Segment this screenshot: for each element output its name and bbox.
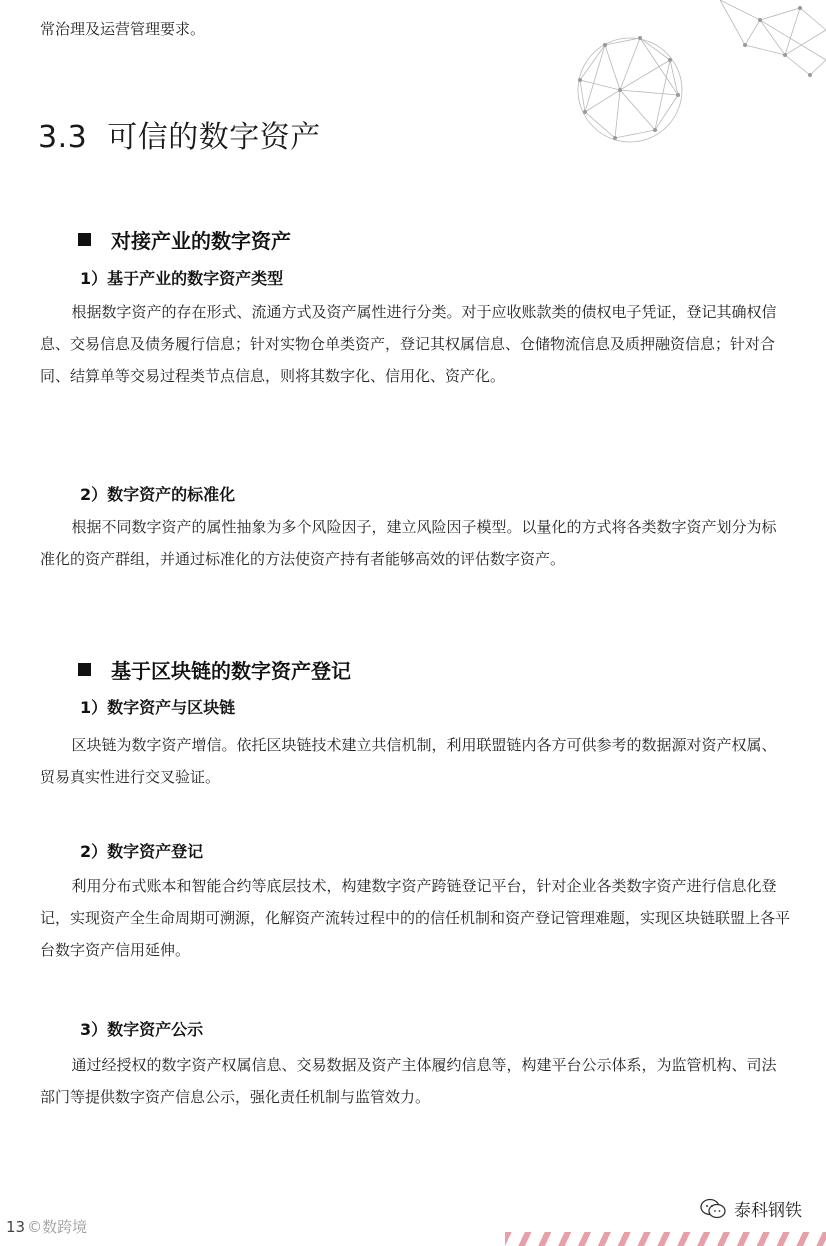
section-number: 3.3 <box>38 120 88 155</box>
paragraph: 根据数字资产的存在形式、流通方式及资产属性进行分类。对于应收账款类的债权电子凭证，登记其确权信息、交易信息及债务履行信息；针对实物仓单类资产，登记其权属信息、仓储物流信息及质押融资信息；针对合同、结算单等交易过程类节点信息，则将其数字化、信用化、资产化。 <box>40 303 777 385</box>
watermark-brand: ©数跨境 <box>27 1218 88 1236</box>
square-bullet-icon <box>78 663 91 676</box>
item-heading: 3）数字资产公示 <box>80 1020 204 1039</box>
paragraph: 区块链为数字资产增信。依托区块链技术建立共信机制，利用联盟链内各方可供参考的数据源对资产权属、贸易真实性进行交叉验证。 <box>40 736 777 786</box>
item-heading: 1）基于产业的数字资产类型 <box>80 269 284 288</box>
paragraph: 根据不同数字资产的属性抽象为多个风险因子，建立风险因子模型。以量化的方式将各类数字资产划分为标准化的资产群组，并通过标准化的方法使资产持有者能够高效的评估数字资产。 <box>40 518 777 568</box>
section-title-text: 可信的数字资产 <box>107 120 321 155</box>
subsection-heading: 对接产业的数字资产 <box>78 225 291 254</box>
paragraph: 利用分布式账本和智能合约等底层技术，构建数字资产跨链登记平台，针对企业各类数字资产进行信息化登记，实现资产全生命周期可溯源，化解资产流转过程中的的信任机制和资产登记管理难题，实现区块链联盟上各平台数字资产信用延伸。 <box>40 877 791 959</box>
page-number: 13 <box>6 1217 26 1236</box>
geodesic-sphere-icon <box>560 0 826 150</box>
subsection-heading: 基于区块链的数字资产登记 <box>78 655 351 684</box>
decorative-stripe <box>505 1232 826 1246</box>
footer-left <box>6 1216 87 1237</box>
item-heading: 2）数字资产登记 <box>80 842 204 861</box>
account-brand: 泰科钢铁 <box>734 1201 802 1221</box>
item-heading: 2）数字资产的标准化 <box>80 485 236 504</box>
item-heading: 1）数字资产与区块链 <box>80 698 236 717</box>
wechat-icon <box>700 1198 726 1220</box>
section-title <box>38 112 321 156</box>
paragraph: 通过经授权的数字资产权属信息、交易数据及资产主体履约信息等，构建平台公示体系，为监管机构、司法部门等提供数字资产信息公示，强化责任机制与监管效力。 <box>40 1056 777 1106</box>
continued-text: 常治理及运营管理要求。 <box>40 20 206 38</box>
square-bullet-icon <box>78 233 91 246</box>
footer-right <box>700 1196 802 1221</box>
